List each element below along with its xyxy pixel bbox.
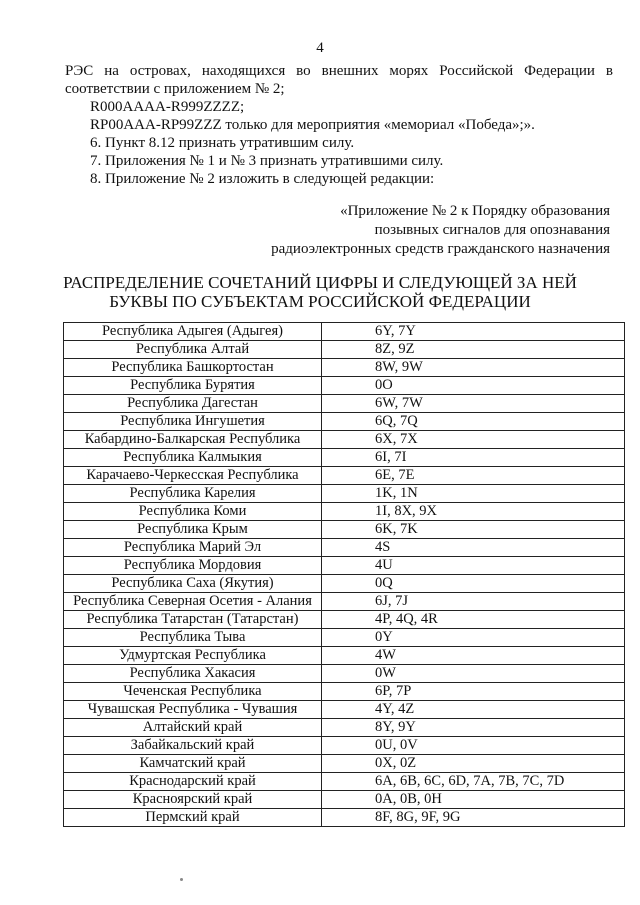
table-row [64,629,625,647]
letter-combinations-cell: 6E, 7E [322,467,625,485]
subject-name-cell: Республика Северная Осетия - Алания [64,593,322,611]
body-line-1: РЭС на островах, находящихся во внешних морях Российской Федерации в [65,63,613,79]
letter-combinations-cell: 0Q [322,575,625,593]
item-6: 6. Пункт 8.12 признать утратившим силу. [90,135,355,151]
scan-speck [180,878,183,881]
annex-reference [271,202,610,259]
subject-name-cell: Красноярский край [64,791,322,809]
subject-name-cell: Удмуртская Республика [64,647,322,665]
item-8: 8. Приложение № 2 изложить в следующей редакции: [90,171,435,187]
table-row [64,413,625,431]
letter-combinations-cell: 6Y, 7Y [322,323,625,341]
table-row [64,701,625,719]
body-text [65,62,613,188]
table-row [64,773,625,791]
subject-name-cell: Республика Коми [64,503,322,521]
letter-combinations-cell: 0X, 0Z [322,755,625,773]
subject-name-cell: Карачаево-Черкесская Республика [64,467,322,485]
letter-combinations-cell: 4Y, 4Z [322,701,625,719]
page-number: 4 [316,40,324,56]
subject-name-cell: Республика Саха (Якутия) [64,575,322,593]
annex-ref-line-1: «Приложение № 2 к Порядку образования [340,203,610,219]
table-row [64,377,625,395]
subject-name-cell: Республика Татарстан (Татарстан) [64,611,322,629]
subject-name-cell: Чувашская Республика - Чувашия [64,701,322,719]
letter-combinations-cell: 8W, 9W [322,359,625,377]
table-row [64,611,625,629]
subject-name-cell: Республика Адыгея (Адыгея) [64,323,322,341]
table-row [64,521,625,539]
table-title [0,273,640,311]
table-row [64,683,625,701]
table-row [64,575,625,593]
letter-combinations-cell: 4W [322,647,625,665]
table-row [64,737,625,755]
letter-combinations-cell: 0O [322,377,625,395]
table-row [64,485,625,503]
subject-name-cell: Республика Карелия [64,485,322,503]
annex-ref-line-2: позывных сигналов для опознавания [374,222,610,238]
letter-combinations-cell: 6Q, 7Q [322,413,625,431]
letter-combinations-cell: 1I, 8X, 9X [322,503,625,521]
letter-combinations-cell: 6I, 7I [322,449,625,467]
subject-name-cell: Республика Алтай [64,341,322,359]
body-line-3: R000AAAA-R999ZZZZ; [90,99,245,115]
letter-combinations-cell: 1K, 1N [322,485,625,503]
subject-name-cell: Республика Тыва [64,629,322,647]
table-row [64,809,625,827]
subject-name-cell: Алтайский край [64,719,322,737]
table-row [64,539,625,557]
letter-combinations-cell: 6X, 7X [322,431,625,449]
subject-name-cell: Республика Крым [64,521,322,539]
table-row [64,431,625,449]
subjects-table-body [64,323,625,827]
letter-combinations-cell: 6W, 7W [322,395,625,413]
table-row [64,449,625,467]
letter-combinations-cell: 6J, 7J [322,593,625,611]
table-title-line-1: РАСПРЕДЕЛЕНИЕ СОЧЕТАНИЙ ЦИФРЫ И СЛЕДУЮЩЕЙ ЗА НЕЙ [63,273,577,292]
subject-name-cell: Камчатский край [64,755,322,773]
letter-combinations-cell: 6A, 6B, 6C, 6D, 7A, 7B, 7C, 7D [322,773,625,791]
body-line-2: соответствии с приложением № 2; [65,81,285,97]
letter-combinations-cell: 0W [322,665,625,683]
letter-combinations-cell: 8Z, 9Z [322,341,625,359]
table-row [64,791,625,809]
letter-combinations-cell: 4S [322,539,625,557]
letter-combinations-cell: 4U [322,557,625,575]
body-line-4: RP00AAA-RP99ZZZ только для мероприятия «мемориал «Победа»;». [90,117,535,133]
subject-name-cell: Кабардино-Балкарская Республика [64,431,322,449]
subject-name-cell: Республика Хакасия [64,665,322,683]
subject-name-cell: Республика Бурятия [64,377,322,395]
table-row [64,755,625,773]
subject-name-cell: Республика Ингушетия [64,413,322,431]
subjects-table [63,322,625,827]
table-row [64,593,625,611]
subject-name-cell: Забайкальский край [64,737,322,755]
table-row [64,341,625,359]
subject-name-cell: Республика Марий Эл [64,539,322,557]
subject-name-cell: Республика Башкортостан [64,359,322,377]
table-row [64,719,625,737]
letter-combinations-cell: 6P, 7P [322,683,625,701]
table-row [64,503,625,521]
subject-name-cell: Чеченская Республика [64,683,322,701]
subject-name-cell: Республика Мордовия [64,557,322,575]
table-row [64,665,625,683]
table-row [64,467,625,485]
letter-combinations-cell: 0Y [322,629,625,647]
table-row [64,323,625,341]
annex-ref-line-3: радиоэлектронных средств гражданского назначения [271,241,610,257]
letter-combinations-cell: 0U, 0V [322,737,625,755]
subject-name-cell: Краснодарский край [64,773,322,791]
table-row [64,557,625,575]
subject-name-cell: Республика Дагестан [64,395,322,413]
table-row [64,359,625,377]
table-row [64,647,625,665]
table-row [64,395,625,413]
item-7: 7. Приложения № 1 и № 3 признать утратившими силу. [90,153,444,169]
letter-combinations-cell: 8Y, 9Y [322,719,625,737]
letter-combinations-cell: 0A, 0B, 0H [322,791,625,809]
subject-name-cell: Республика Калмыкия [64,449,322,467]
letter-combinations-cell: 4P, 4Q, 4R [322,611,625,629]
letter-combinations-cell: 6K, 7K [322,521,625,539]
letter-combinations-cell: 8F, 8G, 9F, 9G [322,809,625,827]
table-title-line-2: БУКВЫ ПО СУБЪЕКТАМ РОССИЙСКОЙ ФЕДЕРАЦИИ [109,292,531,311]
subject-name-cell: Пермский край [64,809,322,827]
